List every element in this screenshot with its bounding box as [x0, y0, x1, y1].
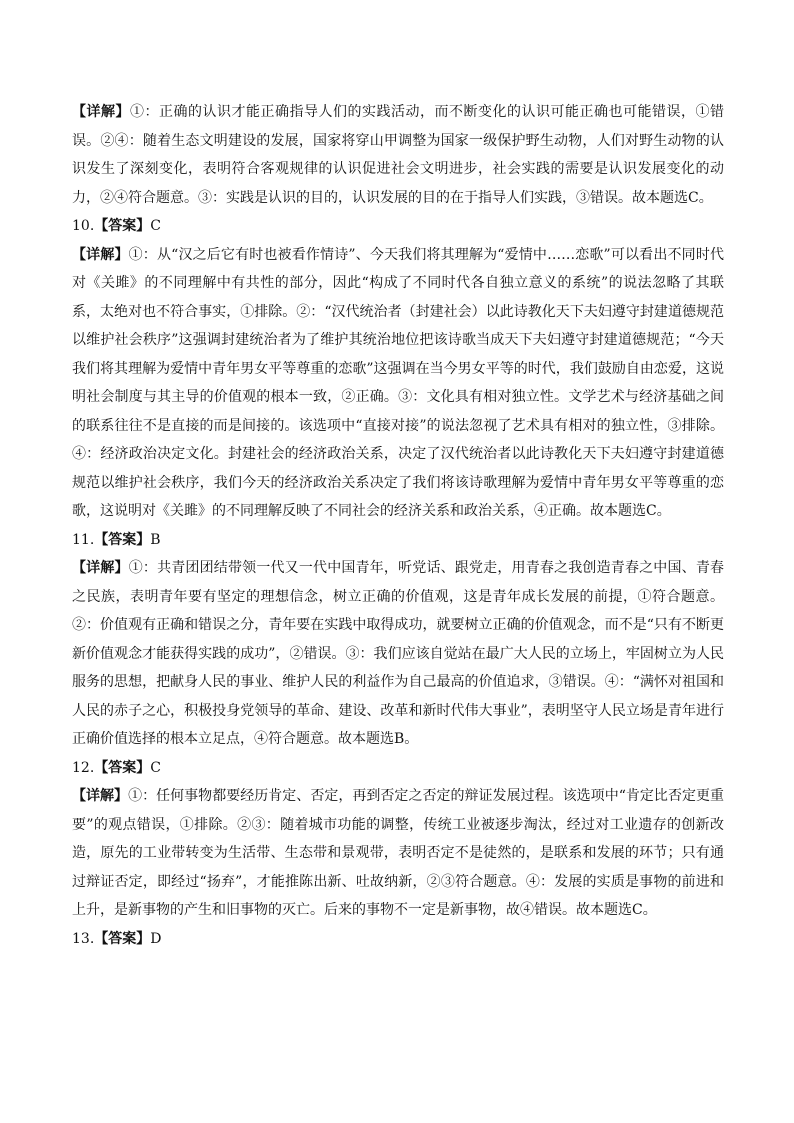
detail-text: ①：正确的认识才能正确指导人们的实践活动，而不断变化的认识可能正确也可能错误，①错误。②④：随着生态文明建设的发展，国家将穿山甲调整为国家一级保护野生动物，人们对野生动物的认识发生了深刻变化，表明符合客观规律的认识促进社会文明进步，社会实践的需要是认识发展变化的动力，②④符合题意。③：实践是认识的目的，认识发展的目的在于指导人们实践，③错误。故本题选C。 — [72, 104, 724, 206]
detail-tag: 【详解】 — [72, 788, 129, 804]
detail-text: ①：任何事物都要经历肯定、否定，再到否定之否定的辩证发展过程。该选项中“肯定比否定更重要”的观点错误，①排除。②③：随着城市功能的调整，传统工业被逐步淘汰，经过对工业遗存的创新改造，原先的工业带转变为生活带、生态带和景观带，表明否定不是徒然的，是联系和发展的环节；只有通过辩证否定，即经过“扬弃”，才能推陈出新、吐故纳新，②③符合题意。④：发展的实质是事物的前进和上升，是新事物的产生和旧事物的灭亡。后来的事物不一定是新事物，故④错误。故本题选C。 — [72, 788, 725, 918]
answer-value: C — [150, 759, 161, 776]
detail-paragraph — [72, 554, 724, 754]
question-number: 13. — [72, 930, 95, 947]
answer-value: B — [150, 531, 161, 548]
detail-tag: 【详解】 — [72, 246, 129, 263]
detail-paragraph — [72, 782, 724, 925]
answer-tag: 【答案】 — [94, 218, 151, 234]
question-number: 10. — [72, 218, 95, 234]
detail-tag: 【详解】 — [72, 560, 129, 576]
detail-text: ①：共青团团结带领一代又一代中国青年，听党话、跟党走，用青春之我创造青春之中国、青春之民族，表明青年要有坚定的理想信念，树立正确的价值观，这是青年成长发展的前提，①符合题意。②：价值观有正确和错误之分，青年要在实践中取得成功，就要树立正确的价值观念，而不是“只有不断更新价值观念才能获得实践的成功”，②错误。③：我们应该自觉站在最广大人民的立场上，牢固树立为人民服务的思想，把献身人民的事业、维护人民的利益作为自己最高的价值追求，③错误。④：“满怀对祖国和人民的赤子之心，积极投身党领导的革命、建设、改革和新时代伟大事业”，表明坚守人民立场是青年进行正确价值选择的根本立足点，④符合题意。故本题选B。 — [72, 560, 725, 747]
answer-line-11 — [72, 526, 724, 555]
question-number: 11. — [72, 531, 95, 548]
answer-value: D — [150, 930, 162, 947]
answer-line-12 — [72, 754, 724, 783]
answer-tag: 【答案】 — [94, 759, 151, 776]
answer-value: C — [150, 218, 161, 234]
question-number: 12. — [72, 759, 95, 776]
answer-line-13 — [72, 925, 724, 954]
answer-tag: 【答案】 — [94, 531, 151, 548]
detail-text: ①：从“汉之后它有时也被看作情诗”、今天我们将其理解为“爱情中……恋歌”可以看出不同时代对《关雎》的不同理解中有共性的部分，因此“构成了不同时代各自独立意义的系统”的说法忽略了其联系，太绝对也不符合事实，①排除。②：“汉代统治者（封建社会）以此诗教化天下夫妇遵守封建道德规范以维护社会秩序”这强调封建统治者为了维护其统治地位把该诗歌当成天下夫妇遵守封建道德规范；“今天我们将其理解为爱情中青年男女平等尊重的恋歌”这强调在当今男女平等的时代，我们鼓励自由恋爱，这说明社会制度与其主导的价值观的根本一致，②正确。③：文化具有相对独立性。文学艺术与经济基础之间的联系往往不是直接的而是间接的。该选项中“直接对接”的说法忽视了艺术具有相对的独立性，③排除。④：经济政治决定文化。封建社会的经济政治关系，决定了汉代统治者以此诗教化天下夫妇遵守封建道德规范以维护社会秩序，我们今天的经济政治关系决定了我们将该诗歌理解为爱情中青年男女平等尊重的恋歌，这说明对《关雎》的不同理解反映了不同社会的经济关系和政治关系，④正确。故本题选C。 — [72, 246, 724, 519]
detail-tag: 【详解】 — [72, 104, 130, 120]
detail-paragraph — [72, 241, 724, 526]
answer-line-10 — [72, 212, 724, 241]
detail-paragraph — [72, 98, 724, 212]
answer-tag: 【答案】 — [94, 930, 151, 947]
answer-explanations — [72, 98, 724, 953]
